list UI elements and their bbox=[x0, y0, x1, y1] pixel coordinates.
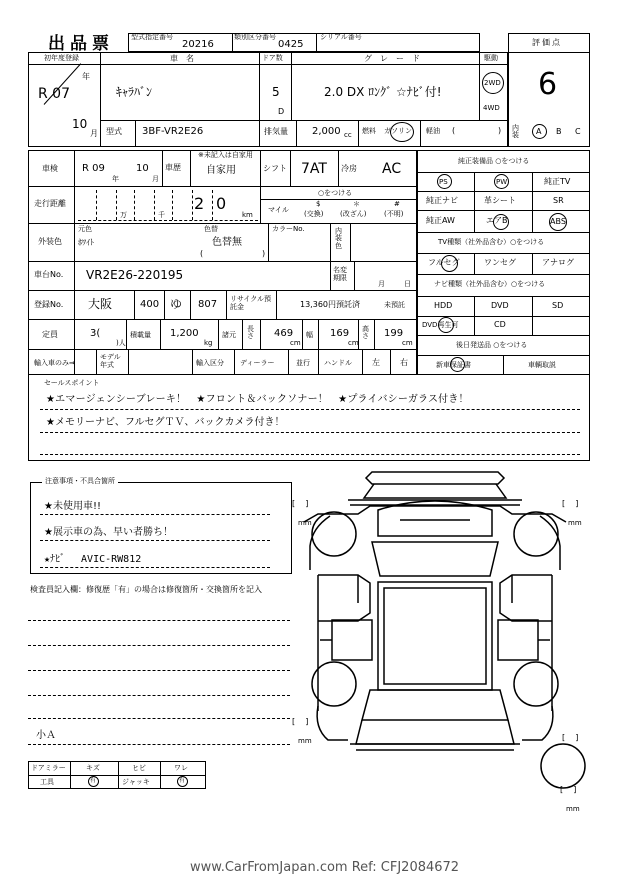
month-unit: 月 bbox=[90, 129, 98, 138]
legend-crack: ヒビ bbox=[132, 764, 146, 772]
tire-front-left-mm: mm bbox=[298, 519, 312, 527]
first-reg-year: R 07 bbox=[38, 86, 70, 102]
usage: 自家用 bbox=[206, 165, 236, 176]
tools-yes: 有 bbox=[90, 777, 97, 784]
navi-hdd: HDD bbox=[434, 301, 453, 310]
reg-class: 400 bbox=[140, 299, 160, 310]
inspector-label: 検査員記入欄：修復歴「有」の場合は修復箇所・交換箇所を記入 bbox=[30, 585, 262, 594]
mileage-digit-2: 0 bbox=[216, 194, 227, 213]
color-change-label: 色替 bbox=[204, 225, 218, 233]
drive-4wd: 4WD bbox=[483, 104, 500, 112]
ac-label: 冷房 bbox=[341, 164, 357, 173]
color-no-title: カラーNo. bbox=[272, 225, 305, 233]
color-change: 色替無 bbox=[212, 237, 242, 248]
equip-airbag: エアB bbox=[486, 216, 508, 225]
later-manual: 車輌取説 bbox=[528, 361, 556, 369]
tv-oneseg: ワンセグ bbox=[484, 258, 516, 267]
inspection-label: 車検 bbox=[42, 164, 58, 173]
handle-left: 左 bbox=[372, 358, 380, 367]
grade: 2.0 DX ﾛﾝｸﾞ ☆ﾅﾋﾞ付! bbox=[324, 85, 442, 99]
shift-label: シフト bbox=[263, 164, 287, 173]
handle-right: 右 bbox=[400, 358, 408, 367]
tire-rear-left-bracket: [ ] bbox=[292, 717, 309, 726]
serial-label: シリアル番号 bbox=[320, 33, 362, 41]
later-label: 後日発送品 ○をつける bbox=[456, 341, 528, 349]
recycle-label: リサイクル預託金 bbox=[230, 295, 272, 312]
mileage-digit-1: 2 bbox=[194, 194, 205, 213]
usage-label: 車歴 bbox=[165, 163, 181, 172]
drive-2wd: 2WD bbox=[484, 79, 501, 87]
equip-abs: ABS bbox=[550, 217, 566, 226]
equip-navi: 純正ナビ bbox=[426, 196, 458, 205]
tv-fullseg: フルセグ bbox=[428, 258, 460, 267]
interior-c: C bbox=[575, 127, 581, 136]
doors: 5 bbox=[272, 85, 280, 99]
sales-line-1: ★エマージェンシーブレーキ！ ★フロント＆バックソナー！ ★プライバシーガラス付き！ bbox=[46, 394, 469, 405]
footer-ref: www.CarFromJapan.com Ref: CFJ2084672 bbox=[190, 860, 460, 875]
equip-aw: 純正AW bbox=[426, 216, 455, 225]
first-reg-label: 初年度登録 bbox=[44, 54, 79, 62]
model-no: 20216 bbox=[182, 39, 214, 50]
equip-leather: 革シート bbox=[484, 196, 516, 205]
handle-label: ハンドル bbox=[324, 359, 352, 367]
navi-type-label: ナビ種類（社外品含む）○をつける bbox=[434, 280, 546, 288]
mileage-mark-label: ○をつける bbox=[318, 189, 353, 197]
ac: AC bbox=[382, 161, 402, 177]
navi-cd: CD bbox=[494, 320, 506, 329]
door-type: D bbox=[278, 107, 285, 116]
first-reg-month: 10 bbox=[72, 117, 88, 131]
navi-sd: SD bbox=[552, 301, 564, 310]
inspection-month: 10 bbox=[136, 163, 149, 174]
tire-rear-right-bracket: [ ] bbox=[562, 733, 579, 742]
score-label: 評価点 bbox=[532, 38, 562, 47]
displacement-unit: cc bbox=[344, 131, 352, 139]
year-unit: 年 bbox=[82, 72, 90, 81]
shift: 7AT bbox=[301, 161, 327, 177]
legend-jack: ジャッキ bbox=[122, 778, 150, 786]
chassis-label: 車台No. bbox=[34, 270, 64, 279]
name-change-label: 名変期限 bbox=[333, 266, 347, 283]
dim-label: 諸元 bbox=[222, 331, 236, 339]
reg-kana: ゆ bbox=[170, 297, 183, 311]
interior-b: B bbox=[556, 127, 562, 136]
legend-door-mirror: ドアミラー bbox=[31, 764, 66, 772]
model-year-label: モデル年式 bbox=[100, 353, 121, 370]
tire-spare-bracket: [ ] bbox=[560, 785, 577, 794]
grade-label: グ レ ー ド bbox=[364, 54, 420, 63]
inspector-note: 小Ａ bbox=[36, 730, 56, 741]
sheet-title: 出品票 bbox=[48, 34, 114, 54]
load: 1,200 bbox=[170, 328, 199, 339]
navi-dvd: DVD bbox=[491, 301, 509, 310]
jack-yes: 有 bbox=[179, 777, 186, 784]
interior-label: 内装 bbox=[512, 124, 519, 139]
orig-color: ﾎﾜｲﾄ bbox=[78, 238, 94, 247]
usage-note: ※未記入は自家用 bbox=[198, 151, 253, 159]
reg-label: 登録No. bbox=[34, 300, 64, 309]
dealer: ディーラー bbox=[240, 359, 275, 367]
notes-line-3: ★ﾅﾋﾞ AVIC-RW812 bbox=[44, 554, 142, 565]
interior-a: A bbox=[536, 127, 542, 136]
recycle-amount: 13,360円預託済 bbox=[300, 300, 360, 309]
car-name-label: 車 名 bbox=[170, 54, 194, 63]
height: 199 bbox=[384, 328, 404, 339]
equip-sr: SR bbox=[553, 196, 564, 205]
model-type: 3BF-VR2E26 bbox=[142, 126, 204, 137]
displacement: 2,000 bbox=[312, 126, 341, 137]
mileage-label: 走行距離 bbox=[34, 199, 66, 208]
notes-label: 注意事項・不具合箇所 bbox=[42, 478, 118, 485]
orig-color-label: 元色 bbox=[78, 225, 92, 233]
legend-scratch: キズ bbox=[86, 764, 100, 772]
capacity-label: 定員 bbox=[42, 330, 58, 339]
doors-label: ドア数 bbox=[262, 54, 283, 62]
fuel-label: 燃料 bbox=[362, 127, 376, 135]
notes-line-1: ★未使用車!! bbox=[44, 501, 101, 512]
legend-break: ワレ bbox=[174, 764, 188, 772]
length: 469 bbox=[274, 328, 294, 339]
later-new-warranty: 新車保証書 bbox=[436, 361, 471, 369]
import-class-label: 輸入区分 bbox=[196, 359, 224, 367]
model-no-label: 型式指定番号 bbox=[131, 33, 173, 41]
legend-tools: 工具 bbox=[40, 778, 54, 786]
tire-front-right-bracket: [ ] bbox=[562, 499, 579, 508]
capacity: 3( bbox=[90, 328, 101, 339]
factory-equip-label: 純正装備品 ○をつける bbox=[458, 157, 530, 165]
tire-front-right-mm: mm bbox=[568, 519, 582, 527]
class-no-label: 類別区分番号 bbox=[234, 33, 276, 41]
import-label: 輸入車のみ⇒ bbox=[34, 359, 75, 367]
score-value: 6 bbox=[538, 67, 558, 102]
navi-dvd-play: DVD再生可 bbox=[422, 321, 459, 329]
tv-analog: アナログ bbox=[542, 258, 574, 267]
notes-line-2: ★展示車の為、早い者勝ち！ bbox=[44, 527, 173, 538]
reg-num: 807 bbox=[198, 299, 218, 310]
length-label: 長さ bbox=[247, 325, 254, 340]
type-label: 型式 bbox=[106, 127, 122, 136]
inspection-era: R 09 bbox=[82, 163, 105, 174]
tire-front-left-bracket: [ ] bbox=[292, 499, 309, 508]
fuel-light-oil: 軽油 bbox=[426, 127, 440, 135]
interior-color-label: 内装色 bbox=[335, 227, 342, 250]
sales-label: セールスポイント bbox=[44, 379, 100, 387]
equip-tv: 純正TV bbox=[544, 177, 571, 186]
equip-pw: PW bbox=[496, 178, 508, 186]
drive-label: 駆動 bbox=[484, 54, 498, 62]
tire-spare-mm: mm bbox=[566, 805, 580, 813]
fuel-gasoline: ガソリン bbox=[384, 127, 412, 135]
car-name: ｷｬﾗﾊﾞﾝ bbox=[116, 85, 153, 99]
sales-line-2: ★メモリーナビ、フルセグＴＶ、バックカメラ付き！ bbox=[46, 417, 285, 428]
recycle-unpaid: 未預託 bbox=[384, 301, 405, 309]
displacement-label: 排気量 bbox=[264, 127, 288, 136]
tv-type-label: TV種類（社外品含む）○をつける bbox=[438, 238, 545, 246]
load-label: 積載量 bbox=[130, 331, 151, 339]
width-label: 幅 bbox=[306, 331, 313, 339]
class-no: 0425 bbox=[278, 39, 304, 50]
parallel: 並行 bbox=[296, 359, 310, 367]
width: 169 bbox=[330, 328, 350, 339]
chassis-no: VR2E26-220195 bbox=[86, 268, 184, 282]
height-label: 高さ bbox=[362, 325, 369, 340]
equip-ps: PS bbox=[439, 178, 448, 186]
color-label: 外装色 bbox=[38, 237, 62, 246]
tire-rear-left-mm: mm bbox=[298, 737, 312, 745]
reg-place: 大阪 bbox=[88, 297, 113, 311]
